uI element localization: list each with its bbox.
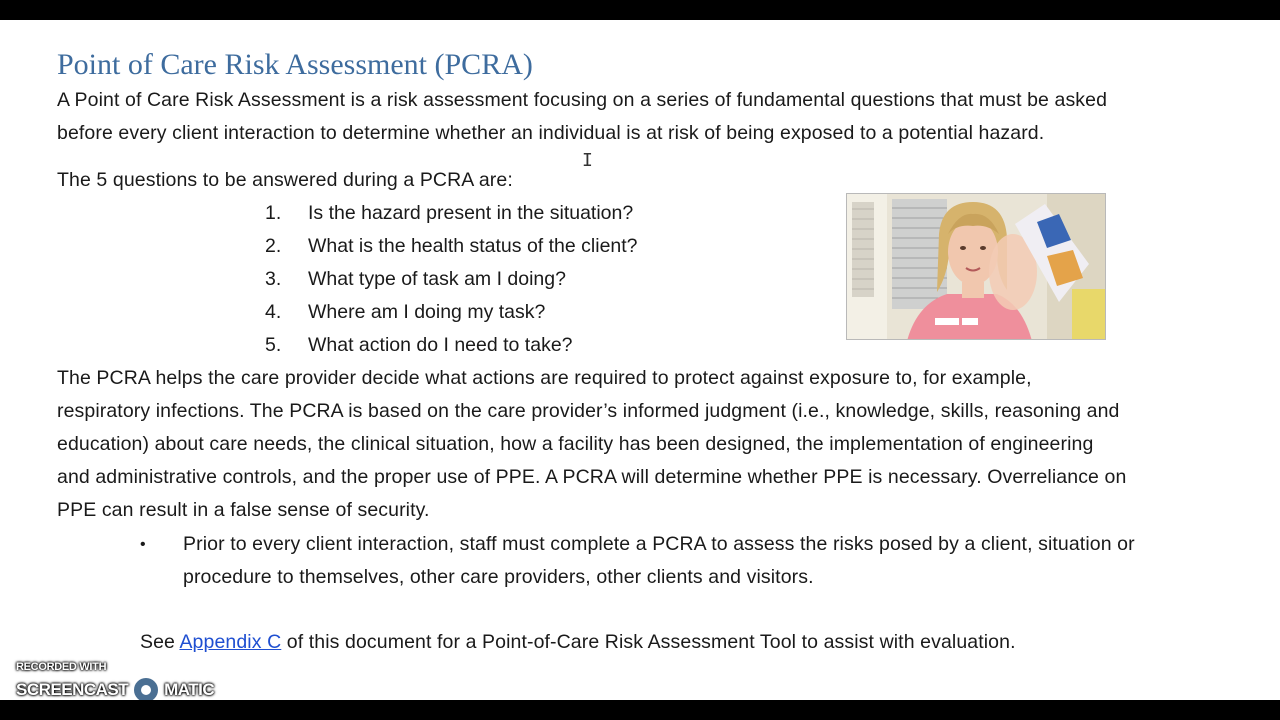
watermark-caption: RECORDED WITH xyxy=(16,661,107,673)
top-letterbox xyxy=(0,0,1280,20)
paragraph-line: procedure to themselves, other care providers, other clients and visitors. xyxy=(183,566,814,588)
see-suffix: of this document for a Point-of-Care Risk Assessment Tool to assist with evaluation. xyxy=(281,631,1016,653)
paragraph-line: respiratory infections. The PCRA is based on the care provider’s informed judgment (i.e., knowledge, skills, reasoning and xyxy=(57,400,1120,422)
appendix-reference xyxy=(140,626,1016,659)
recording-watermark xyxy=(16,661,214,704)
page-title: Point of Care Risk Assessment (PCRA) xyxy=(57,48,533,81)
bottom-letterbox xyxy=(0,700,1280,720)
intro-paragraph xyxy=(57,84,1107,150)
paragraph-line: before every client interaction to determine whether an individual is at risk of being exposed to a potential hazard. xyxy=(57,122,1045,144)
list-text: What is the health status of the client? xyxy=(308,235,638,257)
webcam-overlay[interactable] xyxy=(846,193,1106,340)
questions-list xyxy=(265,197,638,362)
list-item xyxy=(265,230,638,263)
watermark-right: MATIC xyxy=(164,680,215,699)
list-item xyxy=(265,296,638,329)
list-text: What action do I need to take? xyxy=(308,334,573,356)
questions-intro: The 5 questions to be answered during a PCRA are: xyxy=(57,169,513,191)
list-item xyxy=(265,197,638,230)
text-cursor-icon: I xyxy=(582,150,593,171)
list-item xyxy=(265,329,638,362)
paragraph-line: A Point of Care Risk Assessment is a risk assessment focusing on a series of fundamental questions that must be asked xyxy=(57,89,1108,111)
appendix-c-link[interactable]: Appendix C xyxy=(179,631,282,653)
list-number: 5. xyxy=(265,334,282,356)
paragraph-line: and administrative controls, and the proper use of PPE. A PCRA will determine whether PPE is necessary. Overreliance on xyxy=(57,466,1127,488)
list-text: Where am I doing my task? xyxy=(308,301,546,323)
paragraph-line: education) about care needs, the clinical situation, how a facility has been designed, the implementation of engineering xyxy=(57,433,1094,455)
list-item xyxy=(265,263,638,296)
webcam-presenter-image xyxy=(847,194,1106,340)
paragraph-line: PPE can result in a false sense of security. xyxy=(57,499,430,521)
paragraph-line: The PCRA helps the care provider decide what actions are required to protect against exposure to, for example, xyxy=(57,367,1032,389)
see-prefix: See xyxy=(140,631,180,653)
list-number: 1. xyxy=(265,202,282,224)
list-text: What type of task am I doing? xyxy=(308,268,566,290)
list-number: 3. xyxy=(265,268,282,290)
list-number: 2. xyxy=(265,235,282,257)
paragraph-line: Prior to every client interaction, staff must complete a PCRA to assess the risks posed by a client, situation or xyxy=(183,533,1135,555)
list-text: Is the hazard present in the situation? xyxy=(308,202,634,224)
watermark-left: SCREENCAST xyxy=(16,680,129,699)
body-paragraph xyxy=(57,362,1126,527)
list-number: 4. xyxy=(265,301,282,323)
bullet-icon: • xyxy=(140,536,146,553)
bullet-paragraph xyxy=(183,528,1135,594)
